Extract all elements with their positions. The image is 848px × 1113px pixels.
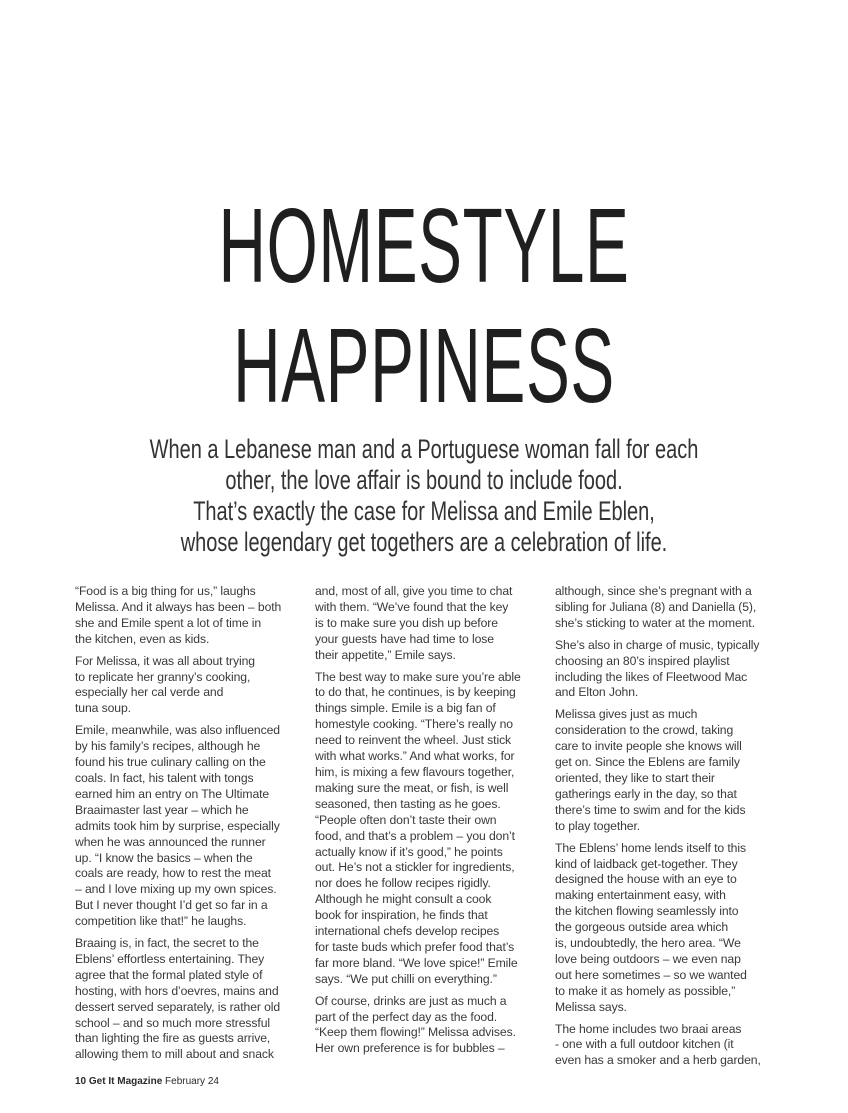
body-line: with them. “We’ve found that the key	[315, 599, 509, 614]
body-paragraph	[315, 670, 547, 988]
body-line: is to make sure you dish up before	[315, 615, 498, 630]
body-column-2	[315, 584, 547, 1063]
body-line: Melissa gives just as much	[555, 707, 698, 722]
body-column-1	[75, 584, 307, 1069]
body-paragraph	[555, 1022, 787, 1070]
body-line: the kitchen, even as kids.	[75, 631, 210, 646]
body-line: She’s also in charge of music, typically	[555, 637, 760, 652]
body-line: to do that, he continues, is by keeping	[315, 685, 516, 700]
body-line: kind of laidback get-together. They	[555, 856, 738, 871]
page-footer	[75, 1076, 219, 1088]
body-line: get on. Since the Eblens are family	[555, 755, 740, 770]
body-line: coals. In fact, his talent with tongs	[75, 770, 254, 785]
body-line: designed the house with an eye to	[555, 872, 737, 887]
body-line: homestyle cooking. “There’s really no	[315, 717, 513, 732]
body-line: including the likes of Fleetwood Mac	[555, 669, 748, 684]
body-line: allowing them to mill about and snack	[75, 1047, 274, 1062]
body-paragraph	[75, 584, 307, 648]
body-line: “People often don’t taste their own	[315, 812, 497, 827]
body-line: tuna soup.	[75, 701, 131, 716]
headline-line-1: HOMESTYLE	[218, 187, 630, 305]
body-paragraph	[555, 584, 787, 632]
body-line: to replicate her granny’s cooking,	[75, 669, 251, 684]
headline-line-2: HAPPINESS	[233, 307, 615, 425]
body-line: care to invite people she knows will	[555, 739, 742, 754]
body-line: by his family’s recipes, although he	[75, 739, 261, 754]
body-paragraph	[75, 723, 307, 930]
body-line: actually know if it’s good,” he points	[315, 844, 503, 859]
body-line: to play together.	[555, 818, 641, 833]
body-line: – and I love mixing up my own spices.	[75, 882, 277, 897]
standfirst-line: whose legendary get togethers are a celebration of life.	[180, 527, 668, 557]
body-line: there’s time to swim and for the kids	[555, 802, 746, 817]
body-line: For Melissa, it was all about trying	[75, 653, 255, 668]
body-line: competition like that!” he laughs.	[75, 914, 247, 929]
body-line: things simple. Emile is a big fan of	[315, 701, 496, 716]
body-paragraph	[75, 936, 307, 1063]
body-line: she and Emile spent a lot of time in	[75, 615, 262, 630]
body-line: international chefs develop recipes	[315, 924, 500, 939]
body-line: choosing an 80’s inspired playlist	[555, 653, 730, 668]
body-line: admits took him by surprise, especially	[75, 818, 280, 833]
standfirst-line: That’s exactly the case for Melissa and Emile Eblen,	[193, 496, 655, 526]
body-line: The Eblens’ home lends itself to this	[555, 840, 746, 855]
standfirst-line: When a Lebanese man and a Portuguese woman fall for each	[149, 434, 699, 464]
body-line: sibling for Juliana (8) and Daniella (5),	[555, 599, 757, 614]
body-paragraph	[555, 707, 787, 834]
issue-date: February 24	[165, 1076, 219, 1087]
body-line: coals are ready, how to rest the meat	[75, 866, 271, 881]
body-line: Of course, drinks are just as much a	[315, 993, 507, 1008]
body-line: their appetite,” Emile says.	[315, 647, 456, 662]
body-line: The best way to make sure you’re able	[315, 669, 521, 684]
body-line: out. He’s not a stickler for ingredients,	[315, 860, 515, 875]
body-line: consideration to the crowd, taking	[555, 723, 734, 738]
body-line: book for inspiration, he finds that	[315, 908, 488, 923]
body-line: to make it as homely as possible,”	[555, 983, 736, 998]
body-line: although, since she’s pregnant with a	[555, 584, 752, 598]
body-line: seasoned, then tasting as he goes.	[315, 796, 501, 811]
magazine-name: Get It Magazine	[88, 1076, 163, 1087]
body-paragraph	[315, 584, 547, 664]
standfirst-line: other, the love affair is bound to include food.	[225, 465, 623, 495]
body-line: “Food is a big thing for us,” laughs	[75, 584, 256, 598]
body-paragraph	[315, 994, 547, 1058]
body-line: Emile, meanwhile, was also influenced	[75, 723, 280, 738]
body-line: part of the perfect day as the food.	[315, 1009, 498, 1024]
body-line: making entertainment easy, with	[555, 888, 726, 903]
body-line: gatherings early in the day, so that	[555, 786, 737, 801]
body-line: the kitchen flowing seamlessly into	[555, 904, 739, 919]
body-line: your guests have had time to lose	[315, 631, 494, 646]
body-line: Melissa. And it always has been – both	[75, 599, 282, 614]
body-line: The home includes two braai areas	[555, 1021, 742, 1036]
body-line: him, is mixing a few flavours together,	[315, 764, 515, 779]
body-line: making sure the meat, or fish, is well	[315, 780, 509, 795]
body-paragraph	[75, 654, 307, 718]
body-line: nor does he follow recipes rigidly.	[315, 876, 491, 891]
body-line: for taste buds which prefer food that’s	[315, 939, 515, 954]
body-line: dessert served separately, is rather old	[75, 999, 281, 1014]
body-line: Eblens’ effortless entertaining. They	[75, 951, 265, 966]
body-line: when he was announced the runner	[75, 834, 266, 849]
body-line: Melissa says.	[555, 999, 627, 1014]
body-line: love being outdoors – we even nap	[555, 951, 741, 966]
body-line: is, undoubtedly, the hero area. “We	[555, 936, 741, 951]
body-line: food, and that’s a problem – you don’t	[315, 828, 515, 843]
body-line: - one with a full outdoor kitchen (it	[555, 1037, 734, 1052]
body-paragraph	[555, 638, 787, 702]
body-line: far more bland. “We love spice!” Emile	[315, 955, 518, 970]
body-line: hosting, with hors d’oevres, mains and	[75, 983, 279, 998]
body-line: and Elton John.	[555, 685, 639, 700]
body-line: with what works.” And what works, for	[315, 749, 515, 764]
body-line: “Keep them flowing!” Melissa advises.	[315, 1025, 516, 1040]
body-line: Braaing is, in fact, the secret to the	[75, 936, 259, 951]
body-line: But I never thought I’d get so far in a	[75, 898, 268, 913]
body-column-3	[555, 584, 787, 1075]
page-number: 10	[75, 1076, 87, 1087]
body-line: she’s sticking to water at the moment.	[555, 615, 755, 630]
body-line: and, most of all, give you time to chat	[315, 584, 513, 598]
body-line: even has a smoker and a herb garden,	[555, 1053, 761, 1068]
body-line: school – and so much more stressful	[75, 1015, 270, 1030]
body-line: oriented, they like to start their	[555, 770, 715, 785]
body-line: earned him an entry on The Ultimate	[75, 786, 270, 801]
body-line: agree that the formal plated style of	[75, 967, 263, 982]
body-line: Braaimaster last year – which he	[75, 802, 249, 817]
body-line: up. “I know the basics – when the	[75, 850, 253, 865]
body-line: out here sometimes – so we wanted	[555, 967, 747, 982]
body-paragraph	[555, 841, 787, 1016]
body-line: found his true culinary calling on the	[75, 755, 266, 770]
body-line: says. “We put chilli on everything.”	[315, 971, 497, 986]
body-line: Although he might consult a cook	[315, 892, 492, 907]
body-line: than lighting the fire as guests arrive,	[75, 1031, 271, 1046]
body-line: the gorgeous outside area which	[555, 920, 729, 935]
standfirst	[0, 434, 848, 558]
body-line: especially her cal verde and	[75, 685, 224, 700]
body-line: Her own preference is for bubbles –	[315, 1041, 505, 1056]
body-line: need to reinvent the wheel. Just stick	[315, 733, 512, 748]
